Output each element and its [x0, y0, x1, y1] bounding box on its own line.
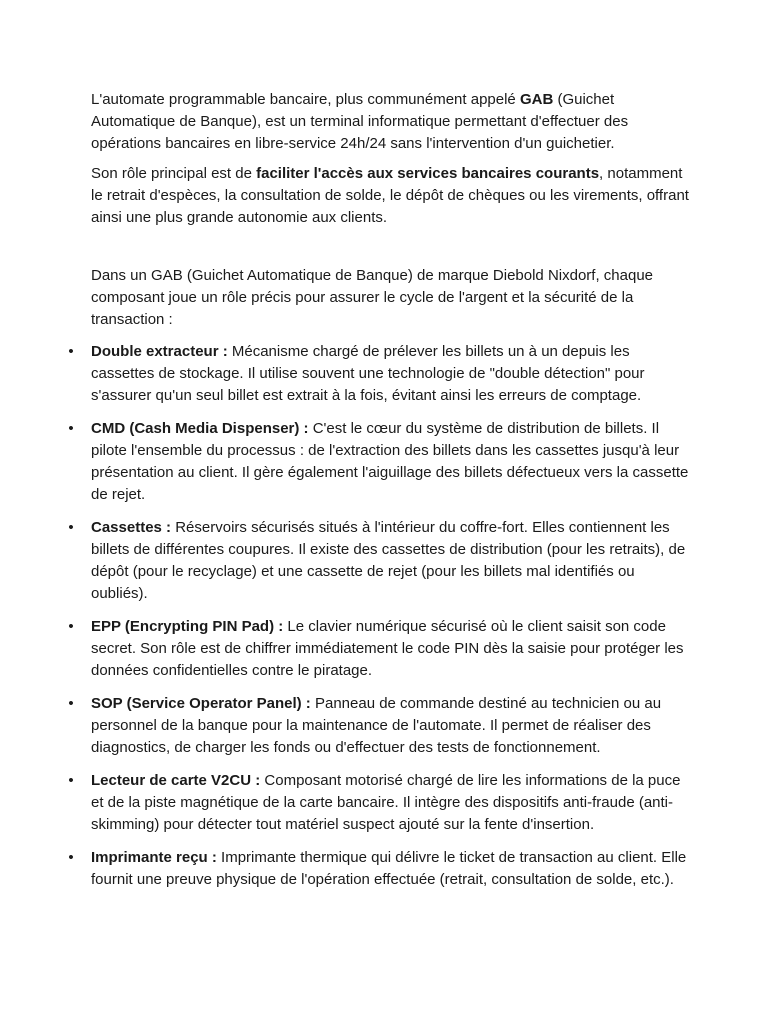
intro-paragraph-2: Son rôle principal est de faciliter l'accès aux services bancaires courants, notamment le retrait d'espèces, la consultation de solde, le dépôt de chèques ou les virements, offrant ainsi une plus grande autonomie aux clients.: [91, 165, 689, 226]
component-description: Imprimante thermique qui délivre le ticket de transaction au client. Elle fournit une preuve physique de l'opération effectuée (retrait, consultation de solde, etc.).: [91, 849, 687, 888]
component-description: Réservoirs sécurisés situés à l'intérieur du coffre-fort. Elles contiennent les billets de différentes coupures. Il existe des cassettes de distribution (pour les retraits), de dépôt (pour le recyclage) et une cassette de rejet (pour les billets mal identifiés ou oubliés).: [91, 519, 686, 602]
bullet-glyph: •: [68, 772, 74, 789]
component-list: [68, 341, 691, 891]
component-description: C'est le cœur du système de distribution de billets. Il pilote l'ensemble du processus : de l'extraction des billets dans les cassettes jusqu'à leur présentation au client. Il gère également l'aiguillage des billets défectueux vers la cassette de rejet.: [91, 420, 689, 503]
list-item: [68, 693, 691, 759]
bullet-glyph: •: [68, 695, 74, 712]
component-term: CMD (Cash Media Dispenser) :: [91, 420, 309, 437]
bullet-glyph: •: [68, 618, 74, 635]
list-item: [68, 341, 691, 407]
bullet-glyph: •: [68, 420, 74, 437]
component-term: Imprimante reçu :: [91, 849, 217, 866]
list-item: [68, 847, 691, 891]
gab-term: GAB: [519, 91, 554, 108]
component-description: Mécanisme chargé de prélever les billets un à un depuis les cassettes de stockage. Il utilise souvent une technologie de "double détection" pour s'assurer qu'un seul billet est extrait à la fois, évitant ainsi les erreurs de comptage.: [91, 343, 645, 404]
intro-paragraph-3: Dans un GAB (Guichet Automatique de Banque) de marque Diebold Nixdorf, chaque composant joue un rôle précis pour assurer le cycle de l'argent et la sécurité de la transaction :: [91, 267, 654, 328]
list-item: [68, 418, 691, 506]
component-term: Lecteur de carte V2CU :: [91, 772, 261, 789]
component-description: Le clavier numérique sécurisé où le client saisit son code secret. Son rôle est de chiffrer immédiatement le code PIN dès la saisie pour protéger les données confidentielles contre le piratage.: [91, 618, 684, 679]
component-term: Cassettes :: [91, 519, 172, 536]
document-body: [68, 89, 691, 902]
list-item: [68, 517, 691, 605]
component-description: Panneau de commande destiné au technicien ou au personnel de la banque pour la maintenance de l'automate. Il permet de réaliser des diagnostics, de charger les fonds ou d'effectuer des tests de fonctionnement.: [91, 695, 662, 756]
bullet-glyph: •: [68, 519, 74, 536]
bullet-glyph: •: [68, 849, 74, 866]
component-term: Double extracteur :: [91, 343, 228, 360]
component-term: EPP (Encrypting PIN Pad) :: [91, 618, 284, 635]
bullet-glyph: •: [68, 343, 74, 360]
component-description: Composant motorisé chargé de lire les informations de la puce et de la piste magnétique de la carte bancaire. Il intègre des dispositifs anti-fraude (anti-skimming) pour détecter tout matériel suspect ajouté sur la fente d'insertion.: [91, 772, 681, 833]
intro-paragraph-1: L'automate programmable bancaire, plus communément appelé GAB (Guichet Automatique de Banque), est un terminal informatique permettant d'effectuer des opérations bancaires en libre-service 24h/24 sans l'intervention d'un guichetier.: [91, 91, 629, 152]
list-item: [68, 770, 691, 836]
component-term: SOP (Service Operator Panel) :: [91, 695, 311, 712]
key-role-phrase: faciliter l'accès aux services bancaires courants: [256, 165, 600, 182]
list-item: [68, 616, 691, 682]
